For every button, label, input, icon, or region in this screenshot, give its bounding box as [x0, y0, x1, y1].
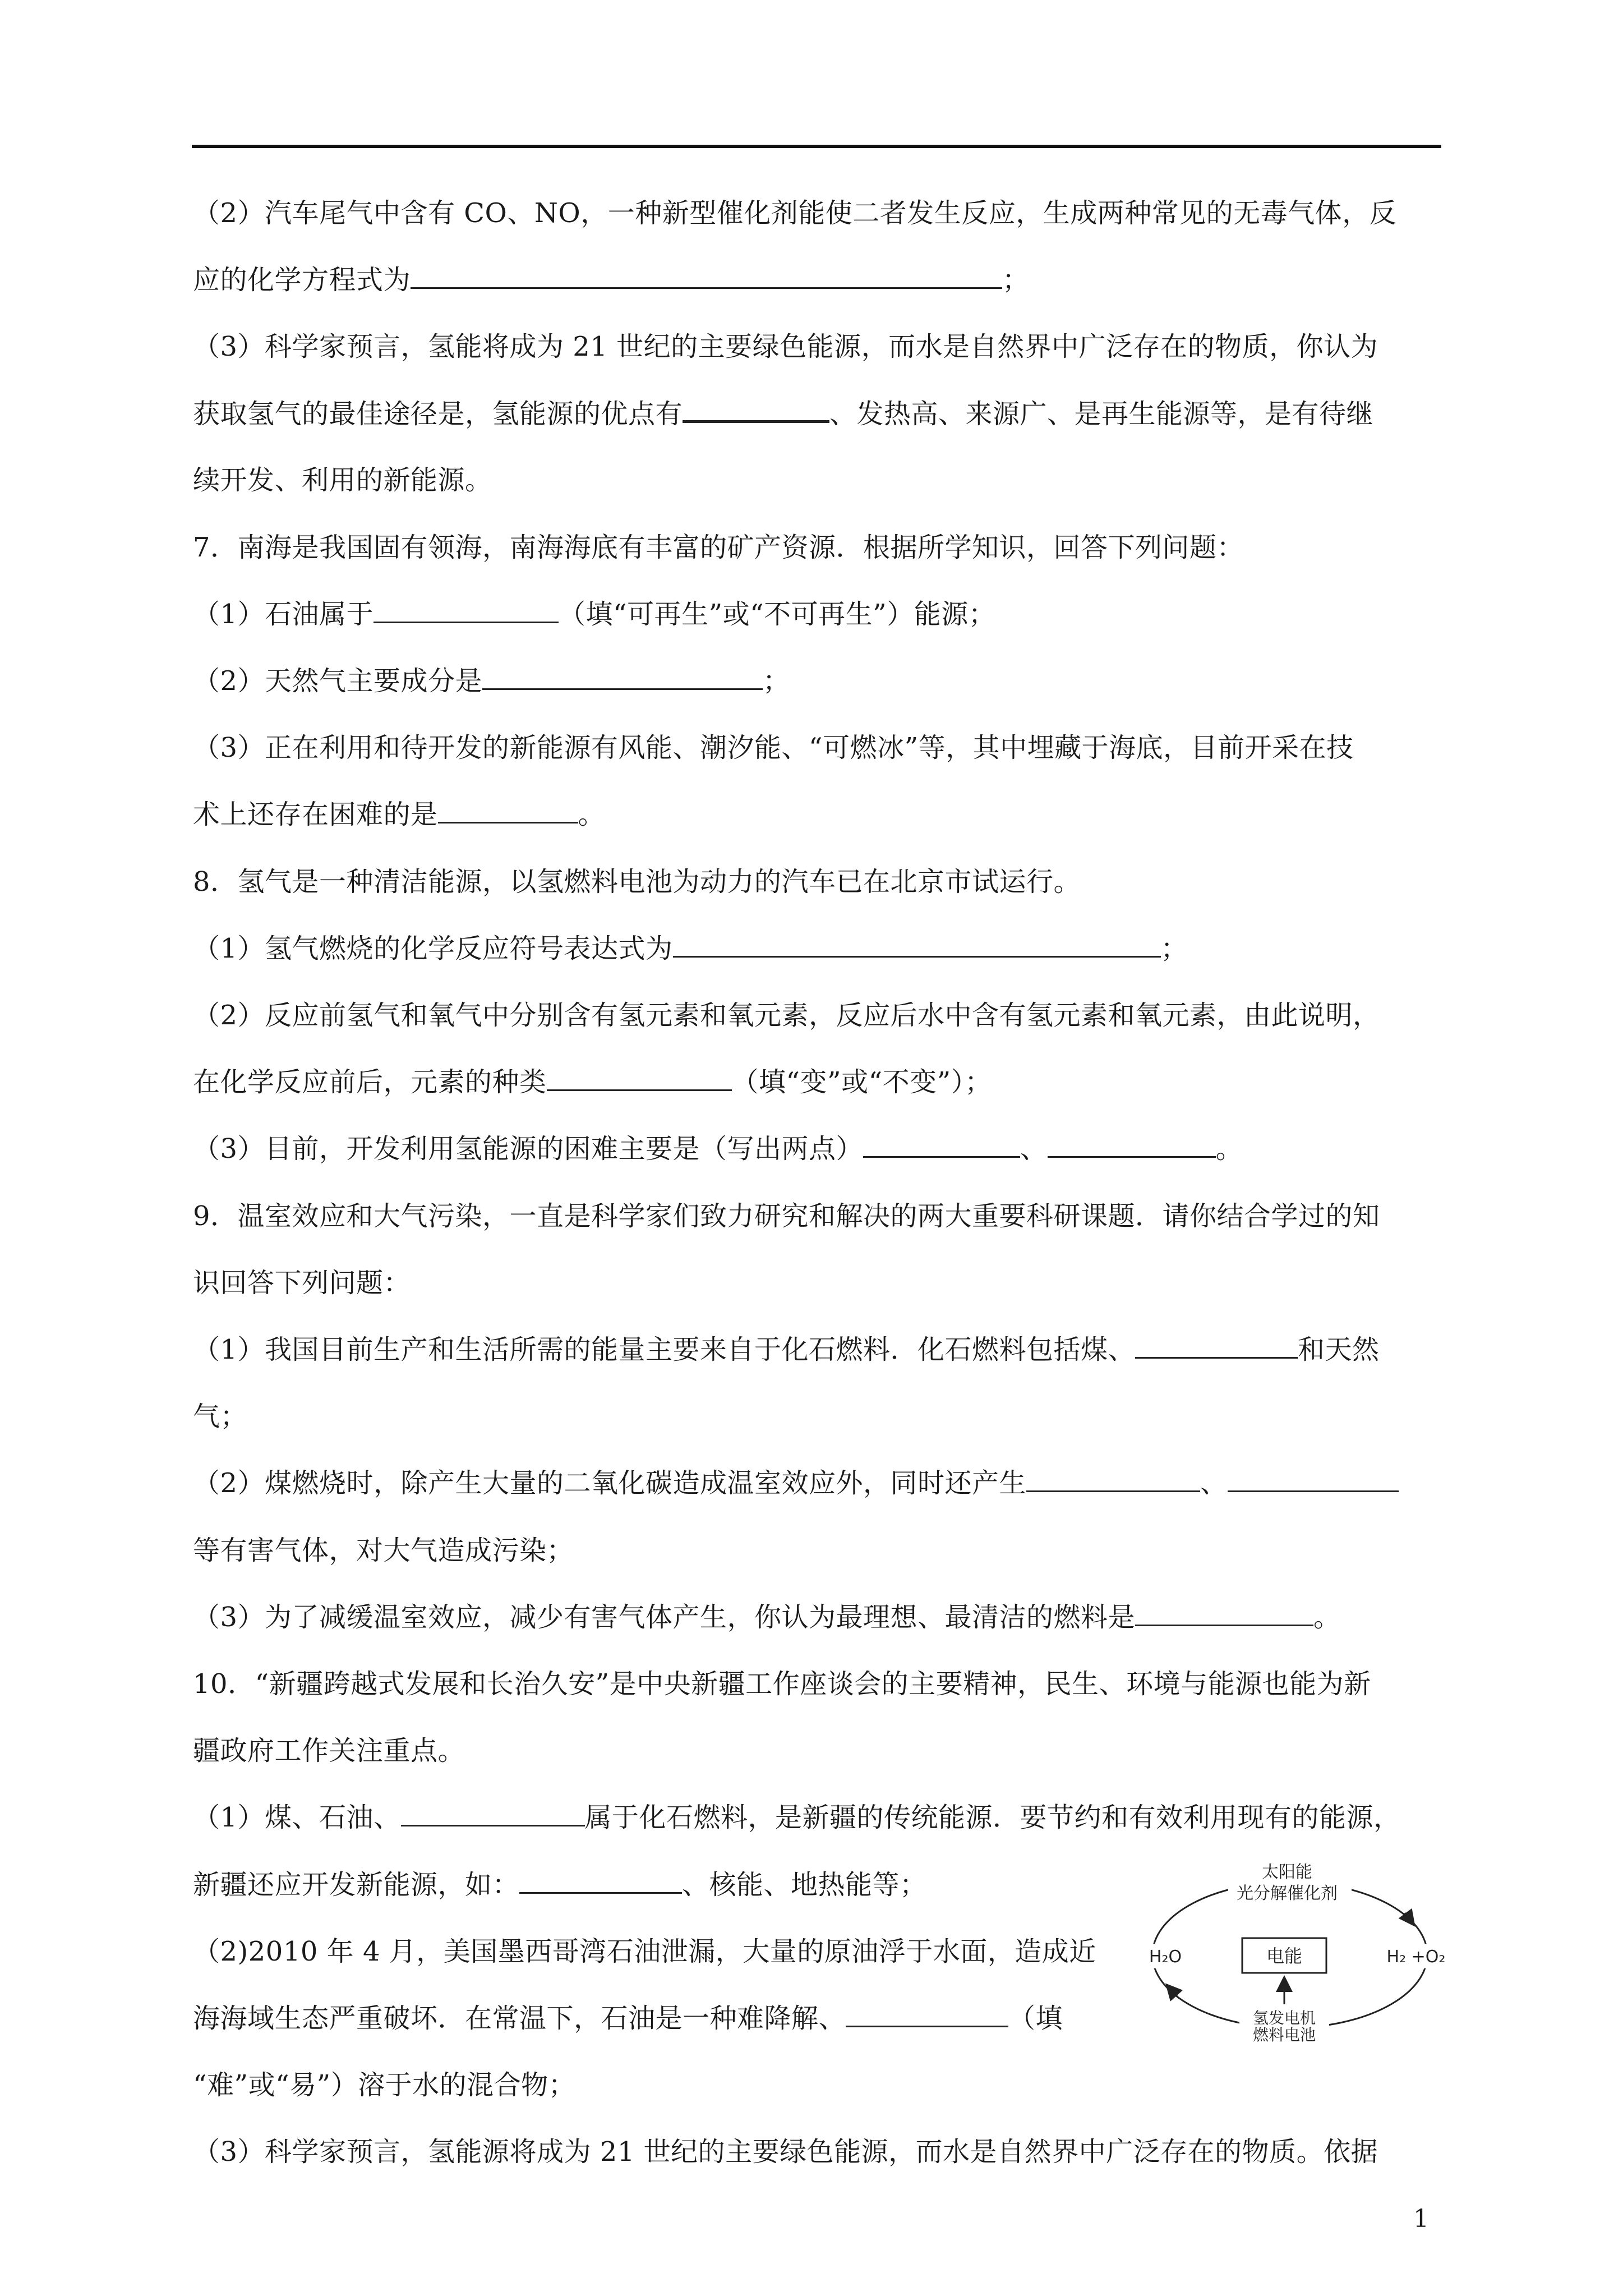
text-line: 术上还存在困难的是 。 [193, 792, 605, 837]
header-rule [192, 145, 1441, 148]
answer-blank[interactable] [1135, 1328, 1298, 1359]
question-heading: 8．氢气是一种清洁能源，以氢燃料电池为动力的汽车已在北京市试运行。 [193, 866, 1081, 898]
catalyst-label: 光分解催化剂 [1237, 1884, 1338, 1903]
text-line: 应的化学方程式为 ； [193, 257, 1030, 302]
fuel-cell-label: 燃料电池 [1252, 2026, 1316, 2044]
text-line: （1）我国目前生产和生活所需的能量主要来自于化石燃料．化石燃料包括煤、 和天然 [193, 1327, 1380, 1372]
cycle-arrow [1168, 1986, 1178, 1997]
hydrogen-generator-label: 氢发电机 [1252, 2009, 1316, 2027]
answer-blank[interactable] [673, 927, 1161, 958]
answer-blank[interactable] [683, 391, 829, 423]
text-line: （3）科学家预言，氢能将成为 21 世纪的主要绿色能源，而水是自然界中广泛存在的物质，你认为 [193, 331, 1378, 362]
answer-blank[interactable] [863, 1127, 1020, 1158]
text-line: 等有害气体，对大气造成污染； [193, 1535, 574, 1566]
text-line: 获取氢气的最佳途径是，氢能源的优点有 、发热高、来源广、是再生能源等，是有待继 [193, 391, 1373, 436]
text-line: 新疆还应开发新能源，如： 、核能、地热能等； [193, 1862, 927, 1907]
text-line: （3）科学家预言，氢能源将成为 21 世纪的主要绿色能源，而水是自然界中广泛存在的物质。依据 [193, 2136, 1378, 2168]
answer-blank[interactable] [482, 659, 763, 690]
text-line: 续开发、利用的新能源。 [193, 464, 492, 496]
text-line: （2)2010 年 4 月，美国墨西哥湾石油泄漏，大量的原油浮于水面，造成近 [193, 1936, 1096, 1967]
question-heading: 10．“新疆跨越式发展和长治久安”是中央新疆工作座谈会的主要精神，民生、环境与能源也能为新 [193, 1668, 1371, 1700]
text-line: （2）天然气主要成分是 ； [193, 659, 790, 703]
hydrogen-oxygen-label: H₂ +O₂ [1386, 1947, 1446, 1967]
answer-blank[interactable] [846, 1996, 1008, 2027]
water-label: H₂O [1149, 1947, 1182, 1967]
text-line: （2）反应前氢气和氧气中分别含有氢元素和氧元素，反应后水中含有氢元素和氧元素，由此说明， [193, 1000, 1380, 1031]
page-number: 1 [1413, 2205, 1429, 2233]
answer-blank[interactable] [1135, 1595, 1313, 1626]
text-line: 气； [193, 1401, 248, 1432]
text-line: 海海域生态严重破坏．在常温下，石油是一种难降解、 （填 [193, 1996, 1063, 2041]
answer-blank[interactable] [401, 1796, 585, 1826]
text-line: （3）为了减缓温室效应，减少有害气体产生，你认为最理想、最清洁的燃料是 。 [193, 1595, 1341, 1640]
answer-blank[interactable] [1026, 1461, 1200, 1492]
answer-blank[interactable] [438, 793, 578, 823]
cycle-arrow [1405, 1913, 1413, 1924]
text-line: （3）目前，开发利用氢能源的困难主要是（写出两点） 、 。 [193, 1126, 1243, 1171]
electric-energy-label: 电能 [1266, 1945, 1303, 1967]
answer-blank[interactable] [374, 592, 559, 623]
text-line: （1）煤、石油、 属于化石燃料，是新疆的传统能源．要节约和有效利用现有的能源， [193, 1795, 1401, 1840]
answer-blank[interactable] [1228, 1461, 1399, 1492]
text-line: （1）石油属于 （填“可再生”或“不可再生”）能源； [193, 592, 995, 637]
text-line: （2）汽车尾气中含有 CO、NO，一种新型催化剂能使二者发生反应，生成两种常见的无毒气体，反 [193, 197, 1397, 229]
text-line: 在化学反应前后，元素的种类 （填“变”或“不变”）； [193, 1060, 992, 1105]
answer-blank[interactable] [547, 1060, 732, 1091]
text-line: 识回答下列问题： [193, 1267, 411, 1299]
solar-energy-label: 太阳能 [1262, 1862, 1312, 1882]
text-line: （2）煤燃烧时，除产生大量的二氧化碳造成温室效应外，同时还产生 、 [193, 1461, 1399, 1506]
hydrogen-cycle-diagram [1133, 1860, 1447, 2045]
text-line: （3）正在利用和待开发的新能源有风能、潮汐能、“可燃冰”等，其中埋藏于海底，目前开采在技 [193, 732, 1354, 763]
question-heading: 7．南海是我国固有领海，南海海底有丰富的矿产资源．根据所学知识，回答下列问题： [193, 532, 1244, 563]
text-line: （1）氢气燃烧的化学反应符号表达式为 ； [193, 926, 1188, 971]
answer-blank[interactable] [519, 1863, 682, 1894]
text-line: 疆政府工作关注重点。 [193, 1735, 465, 1766]
answer-blank[interactable] [1048, 1127, 1216, 1158]
text-line: “难”或“易”）溶于水的混合物； [193, 2069, 576, 2101]
answer-blank[interactable] [411, 258, 1002, 289]
question-heading: 9．温室效应和大气污染，一直是科学家们致力研究和解决的两大重要科研课题．请你结合学过的知 [193, 1200, 1380, 1232]
